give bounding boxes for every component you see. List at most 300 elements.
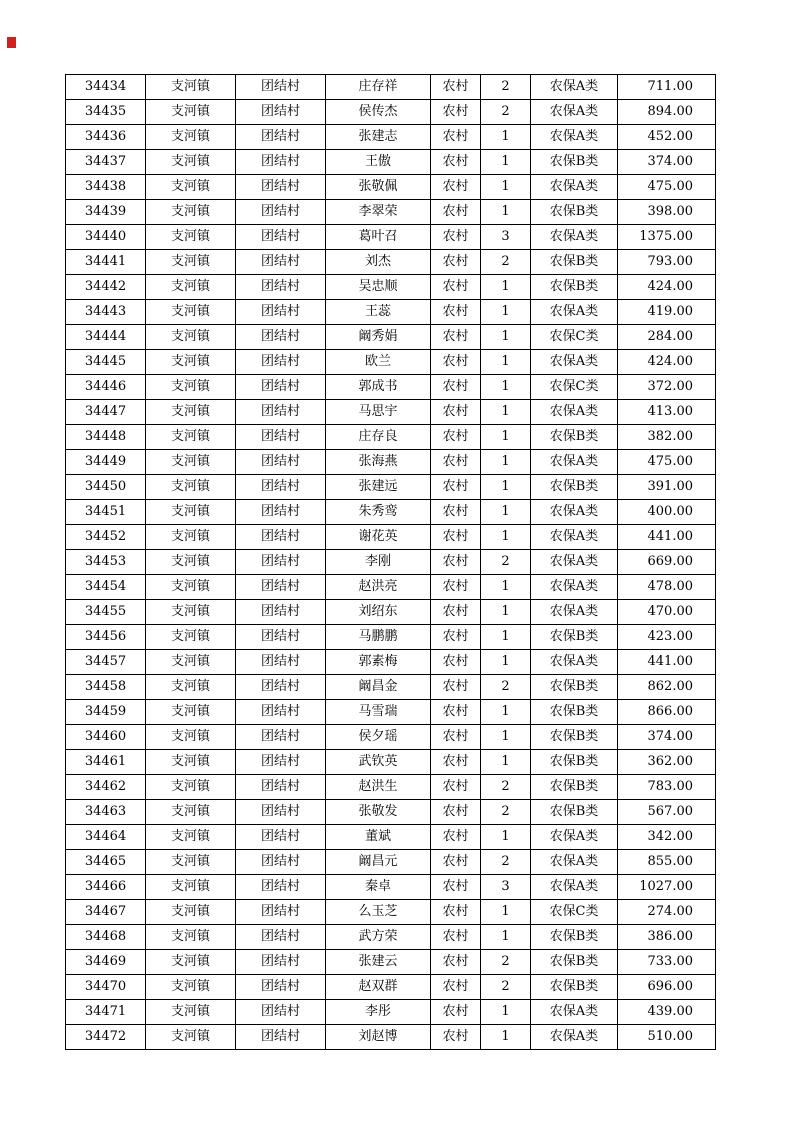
table-cell-amount: 866.00 <box>618 700 716 725</box>
table-cell-town: 支河镇 <box>146 700 236 725</box>
table-cell-insurance_type: 农保B类 <box>531 800 618 825</box>
table-cell-name: 王傲 <box>326 150 431 175</box>
table-cell-insurance_type: 农保A类 <box>531 1000 618 1025</box>
table-cell-name: 谢花英 <box>326 525 431 550</box>
table-cell-count: 2 <box>481 800 531 825</box>
table-cell-category: 农村 <box>431 900 481 925</box>
table-cell-name: 王蕊 <box>326 300 431 325</box>
table-cell-category: 农村 <box>431 275 481 300</box>
table-cell-count: 1 <box>481 925 531 950</box>
table-cell-village: 团结村 <box>236 600 326 625</box>
table-cell-amount: 423.00 <box>618 625 716 650</box>
table-cell-name: 侯传杰 <box>326 100 431 125</box>
table-cell-town: 支河镇 <box>146 375 236 400</box>
table-cell-category: 农村 <box>431 100 481 125</box>
table-cell-village: 团结村 <box>236 375 326 400</box>
table-cell-category: 农村 <box>431 425 481 450</box>
table-cell-name: 赵洪亮 <box>326 575 431 600</box>
table-cell-id: 34438 <box>66 175 146 200</box>
table-cell-category: 农村 <box>431 850 481 875</box>
table-row <box>66 850 716 875</box>
table-cell-village: 团结村 <box>236 800 326 825</box>
table-cell-amount: 441.00 <box>618 650 716 675</box>
table-cell-village: 团结村 <box>236 700 326 725</box>
table-cell-category: 农村 <box>431 650 481 675</box>
table-cell-amount: 862.00 <box>618 675 716 700</box>
table-row <box>66 275 716 300</box>
table-cell-amount: 382.00 <box>618 425 716 450</box>
table-cell-count: 1 <box>481 500 531 525</box>
table-cell-insurance_type: 农保A类 <box>531 825 618 850</box>
table-cell-town: 支河镇 <box>146 300 236 325</box>
table-cell-count: 1 <box>481 475 531 500</box>
table-cell-count: 2 <box>481 775 531 800</box>
table-cell-count: 2 <box>481 950 531 975</box>
table-row <box>66 550 716 575</box>
table-cell-name: 张建远 <box>326 475 431 500</box>
table-cell-insurance_type: 农保A类 <box>531 600 618 625</box>
table-cell-name: 侯夕瑶 <box>326 725 431 750</box>
table-cell-amount: 711.00 <box>618 75 716 100</box>
table-cell-village: 团结村 <box>236 850 326 875</box>
table-row <box>66 500 716 525</box>
table-cell-insurance_type: 农保C类 <box>531 325 618 350</box>
table-cell-town: 支河镇 <box>146 1000 236 1025</box>
table-cell-category: 农村 <box>431 525 481 550</box>
table-cell-insurance_type: 农保B类 <box>531 700 618 725</box>
table-cell-insurance_type: 农保A类 <box>531 300 618 325</box>
table-cell-name: 张建云 <box>326 950 431 975</box>
table-cell-count: 2 <box>481 675 531 700</box>
table-cell-insurance_type: 农保B类 <box>531 950 618 975</box>
table-cell-village: 团结村 <box>236 275 326 300</box>
table-cell-id: 34434 <box>66 75 146 100</box>
table-cell-insurance_type: 农保A类 <box>531 1025 618 1050</box>
table-cell-category: 农村 <box>431 825 481 850</box>
table-cell-count: 1 <box>481 200 531 225</box>
table-cell-id: 34447 <box>66 400 146 425</box>
table-cell-id: 34450 <box>66 475 146 500</box>
table-cell-town: 支河镇 <box>146 1025 236 1050</box>
table-row <box>66 625 716 650</box>
table-cell-amount: 696.00 <box>618 975 716 1000</box>
table-cell-id: 34451 <box>66 500 146 525</box>
table-cell-id: 34458 <box>66 675 146 700</box>
table-cell-amount: 386.00 <box>618 925 716 950</box>
table-cell-category: 农村 <box>431 625 481 650</box>
table-cell-amount: 398.00 <box>618 200 716 225</box>
table-cell-amount: 372.00 <box>618 375 716 400</box>
table-row <box>66 750 716 775</box>
table-cell-category: 农村 <box>431 450 481 475</box>
table-cell-id: 34466 <box>66 875 146 900</box>
table-cell-insurance_type: 农保B类 <box>531 150 618 175</box>
table-row <box>66 925 716 950</box>
table-cell-amount: 439.00 <box>618 1000 716 1025</box>
table-cell-id: 34457 <box>66 650 146 675</box>
table-cell-id: 34453 <box>66 550 146 575</box>
table-cell-name: 庄存良 <box>326 425 431 450</box>
table-cell-category: 农村 <box>431 550 481 575</box>
table-cell-town: 支河镇 <box>146 100 236 125</box>
table-cell-insurance_type: 农保B类 <box>531 275 618 300</box>
table-cell-category: 农村 <box>431 725 481 750</box>
table-cell-category: 农村 <box>431 200 481 225</box>
table-cell-count: 1 <box>481 375 531 400</box>
table-cell-insurance_type: 农保A类 <box>531 525 618 550</box>
table-cell-count: 1 <box>481 275 531 300</box>
table-cell-town: 支河镇 <box>146 425 236 450</box>
table-cell-village: 团结村 <box>236 1025 326 1050</box>
table-cell-amount: 400.00 <box>618 500 716 525</box>
table-cell-town: 支河镇 <box>146 850 236 875</box>
table-cell-id: 34467 <box>66 900 146 925</box>
table-cell-town: 支河镇 <box>146 975 236 1000</box>
table-cell-village: 团结村 <box>236 200 326 225</box>
table-cell-category: 农村 <box>431 325 481 350</box>
table-cell-insurance_type: 农保B类 <box>531 475 618 500</box>
table-cell-id: 34439 <box>66 200 146 225</box>
table-cell-id: 34468 <box>66 925 146 950</box>
table-cell-count: 2 <box>481 550 531 575</box>
table-cell-name: 张敬发 <box>326 800 431 825</box>
table-cell-count: 1 <box>481 650 531 675</box>
table-row <box>66 775 716 800</box>
table-cell-insurance_type: 农保A类 <box>531 550 618 575</box>
table-cell-insurance_type: 农保A类 <box>531 400 618 425</box>
table-cell-amount: 413.00 <box>618 400 716 425</box>
table-row <box>66 75 716 100</box>
table-cell-amount: 855.00 <box>618 850 716 875</box>
table-cell-count: 2 <box>481 850 531 875</box>
table-row <box>66 575 716 600</box>
table-cell-insurance_type: 农保B类 <box>531 775 618 800</box>
table-cell-name: 张建志 <box>326 125 431 150</box>
table-cell-amount: 362.00 <box>618 750 716 775</box>
table-cell-insurance_type: 农保A类 <box>531 850 618 875</box>
table-cell-count: 1 <box>481 325 531 350</box>
table-cell-town: 支河镇 <box>146 275 236 300</box>
table-cell-category: 农村 <box>431 300 481 325</box>
table-cell-category: 农村 <box>431 800 481 825</box>
table-cell-insurance_type: 农保B类 <box>531 975 618 1000</box>
table-cell-village: 团结村 <box>236 900 326 925</box>
table-cell-name: 阚昌金 <box>326 675 431 700</box>
table-cell-town: 支河镇 <box>146 950 236 975</box>
table-cell-village: 团结村 <box>236 650 326 675</box>
table-cell-amount: 1375.00 <box>618 225 716 250</box>
table-cell-category: 农村 <box>431 400 481 425</box>
table-cell-insurance_type: 农保C类 <box>531 900 618 925</box>
table-row <box>66 225 716 250</box>
table-cell-category: 农村 <box>431 600 481 625</box>
table-cell-count: 1 <box>481 725 531 750</box>
table-cell-name: 刘杰 <box>326 250 431 275</box>
table-cell-name: 刘绍东 <box>326 600 431 625</box>
table-cell-town: 支河镇 <box>146 750 236 775</box>
table-cell-town: 支河镇 <box>146 175 236 200</box>
table-cell-insurance_type: 农保A类 <box>531 350 618 375</box>
table-cell-category: 农村 <box>431 150 481 175</box>
table-cell-name: 么玉芝 <box>326 900 431 925</box>
table-cell-id: 34452 <box>66 525 146 550</box>
benefits-table <box>65 74 716 1050</box>
table-cell-town: 支河镇 <box>146 450 236 475</box>
table-cell-insurance_type: 农保B类 <box>531 750 618 775</box>
table-cell-id: 34464 <box>66 825 146 850</box>
table-cell-insurance_type: 农保A类 <box>531 100 618 125</box>
table-cell-category: 农村 <box>431 675 481 700</box>
table-cell-count: 1 <box>481 1025 531 1050</box>
table-cell-amount: 475.00 <box>618 175 716 200</box>
table-cell-amount: 342.00 <box>618 825 716 850</box>
table-row <box>66 125 716 150</box>
table-cell-id: 34465 <box>66 850 146 875</box>
table-cell-id: 34444 <box>66 325 146 350</box>
table-cell-village: 团结村 <box>236 425 326 450</box>
table-cell-category: 农村 <box>431 575 481 600</box>
table-cell-category: 农村 <box>431 950 481 975</box>
table-row <box>66 350 716 375</box>
table-row <box>66 375 716 400</box>
table-cell-insurance_type: 农保A类 <box>531 575 618 600</box>
table-cell-name: 董斌 <box>326 825 431 850</box>
table-cell-amount: 783.00 <box>618 775 716 800</box>
table-cell-village: 团结村 <box>236 150 326 175</box>
table-cell-village: 团结村 <box>236 825 326 850</box>
table-row <box>66 675 716 700</box>
table-cell-amount: 793.00 <box>618 250 716 275</box>
table-cell-village: 团结村 <box>236 975 326 1000</box>
table-cell-count: 2 <box>481 75 531 100</box>
table-row <box>66 600 716 625</box>
table-row <box>66 175 716 200</box>
table-cell-town: 支河镇 <box>146 250 236 275</box>
table-row <box>66 950 716 975</box>
table-cell-category: 农村 <box>431 175 481 200</box>
table-cell-category: 农村 <box>431 775 481 800</box>
table-cell-count: 1 <box>481 575 531 600</box>
table-cell-town: 支河镇 <box>146 775 236 800</box>
table-cell-id: 34456 <box>66 625 146 650</box>
table-cell-insurance_type: 农保A类 <box>531 450 618 475</box>
table-row <box>66 200 716 225</box>
table-cell-insurance_type: 农保A类 <box>531 650 618 675</box>
table-cell-town: 支河镇 <box>146 525 236 550</box>
table-cell-town: 支河镇 <box>146 400 236 425</box>
table-cell-insurance_type: 农保C类 <box>531 375 618 400</box>
table-row <box>66 400 716 425</box>
table-cell-town: 支河镇 <box>146 825 236 850</box>
table-cell-name: 欧兰 <box>326 350 431 375</box>
table-cell-village: 团结村 <box>236 475 326 500</box>
table-cell-amount: 1027.00 <box>618 875 716 900</box>
table-cell-town: 支河镇 <box>146 875 236 900</box>
table-cell-count: 1 <box>481 300 531 325</box>
table-row <box>66 325 716 350</box>
table-row <box>66 900 716 925</box>
table-row <box>66 250 716 275</box>
table-row <box>66 825 716 850</box>
table-cell-category: 农村 <box>431 750 481 775</box>
table-cell-village: 团结村 <box>236 750 326 775</box>
table-cell-category: 农村 <box>431 250 481 275</box>
table-row <box>66 425 716 450</box>
table-cell-name: 庄存祥 <box>326 75 431 100</box>
table-cell-village: 团结村 <box>236 1000 326 1025</box>
table-cell-count: 1 <box>481 750 531 775</box>
table-cell-id: 34472 <box>66 1025 146 1050</box>
table-cell-id: 34437 <box>66 150 146 175</box>
table-cell-village: 团结村 <box>236 350 326 375</box>
table-cell-insurance_type: 农保A类 <box>531 225 618 250</box>
table-cell-category: 农村 <box>431 1000 481 1025</box>
table-cell-id: 34460 <box>66 725 146 750</box>
table-cell-name: 马雪瑞 <box>326 700 431 725</box>
table-row <box>66 650 716 675</box>
table-cell-id: 34471 <box>66 1000 146 1025</box>
table-body <box>66 75 716 1050</box>
table-row <box>66 300 716 325</box>
table-cell-id: 34454 <box>66 575 146 600</box>
table-cell-name: 葛叶召 <box>326 225 431 250</box>
table-cell-count: 3 <box>481 875 531 900</box>
table-cell-village: 团结村 <box>236 125 326 150</box>
table-cell-name: 马思宇 <box>326 400 431 425</box>
table-cell-insurance_type: 农保B类 <box>531 675 618 700</box>
table-cell-amount: 478.00 <box>618 575 716 600</box>
table-cell-village: 团结村 <box>236 325 326 350</box>
table-cell-village: 团结村 <box>236 725 326 750</box>
table-cell-category: 农村 <box>431 875 481 900</box>
table-cell-id: 34459 <box>66 700 146 725</box>
table-cell-category: 农村 <box>431 475 481 500</box>
table-row <box>66 1000 716 1025</box>
table-cell-count: 1 <box>481 525 531 550</box>
table-cell-name: 马鹏鹏 <box>326 625 431 650</box>
table-cell-insurance_type: 农保A类 <box>531 500 618 525</box>
table-cell-village: 团结村 <box>236 100 326 125</box>
table-cell-count: 1 <box>481 350 531 375</box>
table-cell-id: 34463 <box>66 800 146 825</box>
table-row <box>66 525 716 550</box>
table-cell-id: 34435 <box>66 100 146 125</box>
table-cell-insurance_type: 农保B类 <box>531 725 618 750</box>
table-row <box>66 725 716 750</box>
table-cell-town: 支河镇 <box>146 925 236 950</box>
table-cell-id: 34441 <box>66 250 146 275</box>
table-cell-id: 34455 <box>66 600 146 625</box>
table-cell-category: 农村 <box>431 975 481 1000</box>
table-cell-amount: 475.00 <box>618 450 716 475</box>
table-cell-count: 2 <box>481 975 531 1000</box>
table-cell-amount: 391.00 <box>618 475 716 500</box>
table-cell-insurance_type: 农保A类 <box>531 875 618 900</box>
table-cell-id: 34436 <box>66 125 146 150</box>
table-cell-count: 1 <box>481 700 531 725</box>
table-cell-name: 李彤 <box>326 1000 431 1025</box>
table-cell-category: 农村 <box>431 350 481 375</box>
table-cell-insurance_type: 农保A类 <box>531 125 618 150</box>
table-cell-id: 34462 <box>66 775 146 800</box>
table-cell-insurance_type: 农保B类 <box>531 925 618 950</box>
table-cell-amount: 441.00 <box>618 525 716 550</box>
table-cell-name: 张敬佩 <box>326 175 431 200</box>
table-cell-village: 团结村 <box>236 300 326 325</box>
table-cell-id: 34449 <box>66 450 146 475</box>
table-cell-insurance_type: 农保A类 <box>531 175 618 200</box>
table-row <box>66 450 716 475</box>
table-cell-id: 34446 <box>66 375 146 400</box>
table-cell-village: 团结村 <box>236 575 326 600</box>
table-cell-count: 1 <box>481 825 531 850</box>
table-cell-category: 农村 <box>431 700 481 725</box>
table-cell-village: 团结村 <box>236 400 326 425</box>
table-cell-insurance_type: 农保B类 <box>531 425 618 450</box>
table-cell-count: 1 <box>481 900 531 925</box>
table-cell-town: 支河镇 <box>146 150 236 175</box>
table-cell-village: 团结村 <box>236 950 326 975</box>
table-cell-amount: 419.00 <box>618 300 716 325</box>
table-cell-amount: 733.00 <box>618 950 716 975</box>
table-row <box>66 475 716 500</box>
table-cell-id: 34448 <box>66 425 146 450</box>
table-cell-count: 2 <box>481 250 531 275</box>
table-cell-town: 支河镇 <box>146 650 236 675</box>
table-row <box>66 875 716 900</box>
table-cell-category: 农村 <box>431 925 481 950</box>
table-row <box>66 700 716 725</box>
table-cell-name: 赵洪生 <box>326 775 431 800</box>
table-row <box>66 150 716 175</box>
table-cell-town: 支河镇 <box>146 200 236 225</box>
table-cell-town: 支河镇 <box>146 725 236 750</box>
table-cell-amount: 274.00 <box>618 900 716 925</box>
table-cell-insurance_type: 农保A类 <box>531 75 618 100</box>
table-cell-amount: 510.00 <box>618 1025 716 1050</box>
table-cell-count: 1 <box>481 400 531 425</box>
table-cell-category: 农村 <box>431 75 481 100</box>
table-cell-village: 团结村 <box>236 450 326 475</box>
table-cell-town: 支河镇 <box>146 500 236 525</box>
table-cell-amount: 567.00 <box>618 800 716 825</box>
table-cell-name: 武钦英 <box>326 750 431 775</box>
table-cell-insurance_type: 农保B类 <box>531 200 618 225</box>
table-cell-village: 团结村 <box>236 500 326 525</box>
table-cell-name: 刘赵博 <box>326 1025 431 1050</box>
table-cell-village: 团结村 <box>236 525 326 550</box>
table-cell-amount: 669.00 <box>618 550 716 575</box>
table-cell-village: 团结村 <box>236 175 326 200</box>
table-cell-id: 34469 <box>66 950 146 975</box>
table-cell-name: 张海燕 <box>326 450 431 475</box>
table-row <box>66 975 716 1000</box>
table-row <box>66 1025 716 1050</box>
table-cell-town: 支河镇 <box>146 550 236 575</box>
table-cell-insurance_type: 农保B类 <box>531 250 618 275</box>
table-cell-name: 阚秀娟 <box>326 325 431 350</box>
table-cell-count: 1 <box>481 1000 531 1025</box>
table-cell-amount: 894.00 <box>618 100 716 125</box>
table-cell-count: 1 <box>481 450 531 475</box>
table-cell-insurance_type: 农保B类 <box>531 625 618 650</box>
table-cell-town: 支河镇 <box>146 900 236 925</box>
table-cell-village: 团结村 <box>236 75 326 100</box>
table-row <box>66 100 716 125</box>
table-cell-name: 郭成书 <box>326 375 431 400</box>
table-cell-village: 团结村 <box>236 775 326 800</box>
table-cell-count: 1 <box>481 150 531 175</box>
